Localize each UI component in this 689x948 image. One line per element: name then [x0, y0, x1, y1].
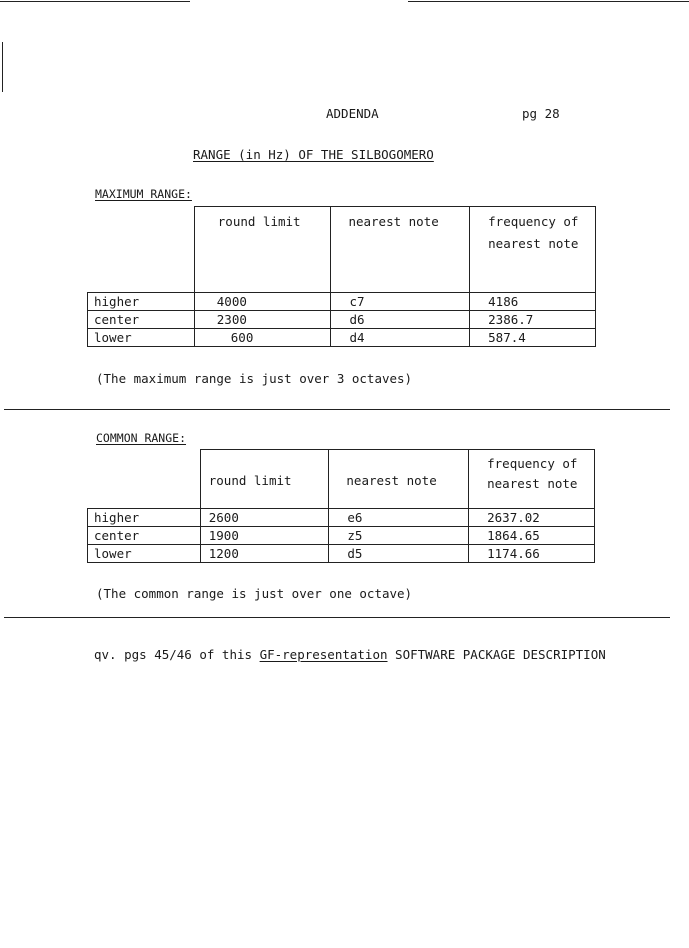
- common-range-header-row: [88, 450, 595, 509]
- round-limit-value: 1900: [200, 527, 329, 545]
- col-round-limit: round limit: [194, 207, 331, 293]
- frequency-value: 1864.65: [469, 527, 595, 545]
- frequency-value: 1174.66: [469, 545, 595, 563]
- doc-title: RANGE (in Hz) OF THE SILBOGOMERO: [193, 147, 434, 162]
- section-divider: [4, 409, 670, 410]
- row-label: higher: [88, 509, 201, 527]
- col-nearest-note: nearest note: [329, 450, 469, 509]
- row-label: lower: [88, 329, 195, 347]
- row-label: center: [88, 527, 201, 545]
- empty-corner: [88, 450, 201, 509]
- round-limit-value: 2300: [194, 311, 331, 329]
- table-row: [88, 527, 595, 545]
- top-rule-left: [0, 1, 190, 2]
- margin-mark: [2, 42, 3, 92]
- col-frequency: frequency of nearest note: [470, 207, 596, 293]
- nearest-note-value: d4: [331, 329, 470, 347]
- table-row: [88, 311, 596, 329]
- max-range-label: MAXIMUM RANGE:: [95, 187, 192, 201]
- section-divider: [4, 617, 670, 618]
- round-limit-value: 600: [194, 329, 331, 347]
- max-range-header-row: [88, 207, 596, 293]
- row-label: lower: [88, 545, 201, 563]
- frequency-value: 2386.7: [470, 311, 596, 329]
- row-label: center: [88, 311, 195, 329]
- max-range-table: [87, 206, 596, 347]
- row-label: higher: [88, 293, 195, 311]
- nearest-note-value: z5: [329, 527, 469, 545]
- table-row: [88, 509, 595, 527]
- nearest-note-value: e6: [329, 509, 469, 527]
- page-number: pg 28: [522, 106, 560, 121]
- nearest-note-value: d6: [331, 311, 470, 329]
- table-row: [88, 545, 595, 563]
- footer-reference: [94, 647, 606, 662]
- table-row: [88, 329, 596, 347]
- common-range-table: [87, 449, 595, 563]
- empty-corner: [88, 207, 195, 293]
- frequency-value: 4186: [470, 293, 596, 311]
- nearest-note-value: d5: [329, 545, 469, 563]
- round-limit-value: 1200: [200, 545, 329, 563]
- col-frequency: frequency of nearest note: [469, 450, 595, 509]
- top-rule-right: [408, 1, 689, 2]
- header-title: ADDENDA: [326, 106, 379, 121]
- round-limit-value: 2600: [200, 509, 329, 527]
- frequency-value: 2637.02: [469, 509, 595, 527]
- frequency-value: 587.4: [470, 329, 596, 347]
- common-range-note: (The common range is just over one octave): [96, 586, 413, 601]
- common-range-label: COMMON RANGE:: [96, 431, 187, 445]
- table-row: [88, 293, 596, 311]
- footer-suffix: SOFTWARE PACKAGE DESCRIPTION: [387, 647, 606, 662]
- col-round-limit: round limit: [200, 450, 329, 509]
- footer-prefix: qv. pgs 45/46 of this: [94, 647, 260, 662]
- round-limit-value: 4000: [194, 293, 331, 311]
- nearest-note-value: c7: [331, 293, 470, 311]
- footer-link: GF-representation: [259, 647, 388, 662]
- col-nearest-note: nearest note: [331, 207, 470, 293]
- max-range-note: (The maximum range is just over 3 octaves): [96, 371, 413, 386]
